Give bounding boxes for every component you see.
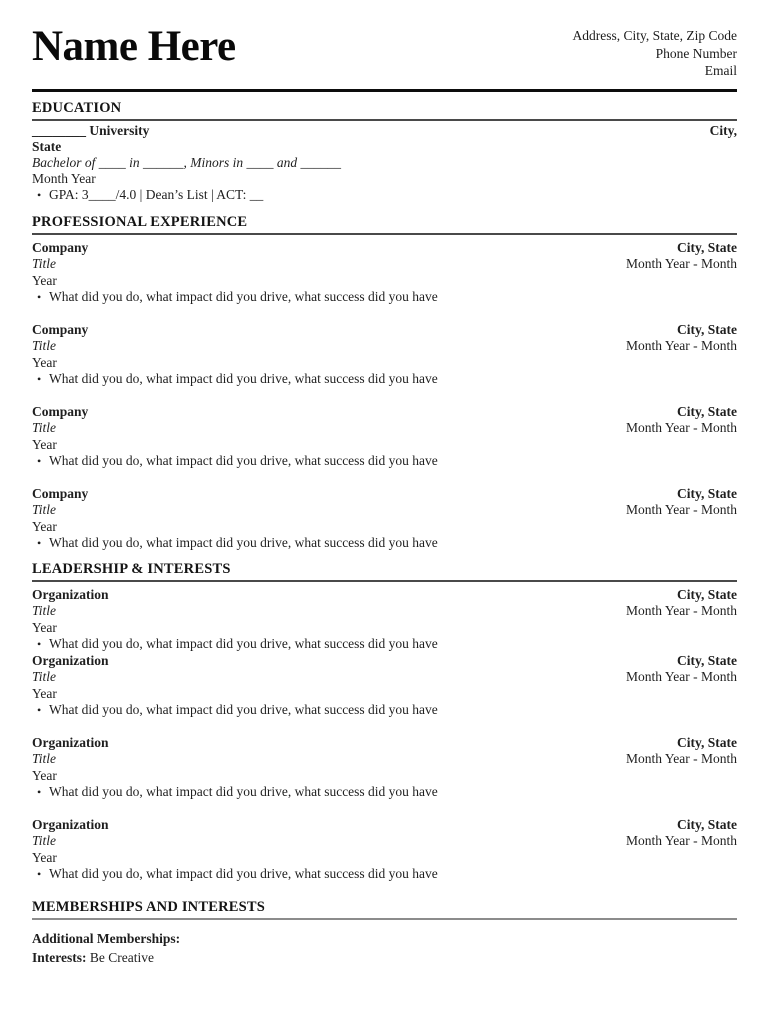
entry-bullet-line xyxy=(32,289,737,306)
entry-title: Title xyxy=(32,751,57,766)
section-experience xyxy=(32,214,737,552)
entry-bullet-line xyxy=(32,636,737,653)
additional-memberships-label: Additional Memberships: xyxy=(32,930,181,946)
entry-bullet-line xyxy=(32,702,737,719)
entry-org: Organization xyxy=(32,816,109,832)
education-bullet-text: GPA: 3____/4.0 | Dean’s List | ACT: __ xyxy=(49,186,264,202)
leadership-heading: LEADERSHIP & INTERESTS xyxy=(32,561,737,582)
leadership-entry-1 xyxy=(32,587,737,653)
entry-title-row xyxy=(32,751,737,768)
entry-org-row xyxy=(32,817,737,834)
contact-email: Email xyxy=(704,63,737,78)
leadership-entry-2 xyxy=(32,653,737,719)
bullet-icon: • xyxy=(37,703,42,717)
entry-location: City, State xyxy=(677,734,737,750)
entry-org-row xyxy=(32,486,737,503)
entry-org: Organization xyxy=(32,652,109,668)
education-heading: EDUCATION xyxy=(32,100,737,121)
entry-title: Title xyxy=(32,420,57,435)
entry-org-row xyxy=(32,653,737,670)
entry-date: Month Year - Month xyxy=(625,338,737,353)
entry-location: City, State xyxy=(677,403,737,419)
entry-location: City, State xyxy=(677,485,737,501)
education-date: Month Year xyxy=(32,170,96,186)
entry-date-wrap: Year xyxy=(32,518,57,534)
entry-bullet-text: What did you do, what impact did you drive, what success did you have xyxy=(49,453,438,468)
entry-location: City, State xyxy=(677,816,737,832)
entry-title: Title xyxy=(32,502,57,517)
entry-org-row xyxy=(32,735,737,752)
entry-bullet-line xyxy=(32,866,737,883)
memberships-body xyxy=(32,930,737,966)
experience-entry-4 xyxy=(32,486,737,552)
bullet-icon: • xyxy=(37,372,42,386)
entry-date-wrap: Year xyxy=(32,354,57,370)
entry-bullet-line xyxy=(32,535,737,552)
education-bullet-line xyxy=(32,187,737,203)
experience-entry-3 xyxy=(32,404,737,470)
entry-location: City, State xyxy=(677,652,737,668)
entry-date-wrap: Year xyxy=(32,272,57,288)
entry-date: Month Year - Month xyxy=(625,420,737,435)
interests-value: Be Creative xyxy=(86,949,154,965)
entry-date-wrap: Year xyxy=(32,685,57,701)
experience-entry-2 xyxy=(32,322,737,388)
entry-date: Month Year - Month xyxy=(625,256,737,271)
section-memberships xyxy=(32,899,737,966)
entry-bullet-text: What did you do, what impact did you drive, what success did you have xyxy=(49,371,438,386)
bullet-icon: • xyxy=(37,536,42,550)
entry-location: City, State xyxy=(677,586,737,602)
entry-title: Title xyxy=(32,833,57,848)
entry-title-row xyxy=(32,256,737,273)
entry-bullet-text: What did you do, what impact did you drive, what success did you have xyxy=(49,535,438,550)
education-school: ________ University xyxy=(32,122,150,138)
contact-block xyxy=(573,24,738,80)
entry-title-row xyxy=(32,420,737,437)
entry-bullet-text: What did you do, what impact did you drive, what success did you have xyxy=(49,702,438,717)
entry-location: City, State xyxy=(677,321,737,337)
entry-bullet-text: What did you do, what impact did you drive, what success did you have xyxy=(49,866,438,881)
education-location: City, xyxy=(709,122,737,138)
entry-bullet-line xyxy=(32,784,737,801)
memberships-heading: MEMBERSHIPS AND INTERESTS xyxy=(32,899,737,920)
entry-org: Company xyxy=(32,403,89,419)
entry-title: Title xyxy=(32,669,57,684)
page-title: Name Here xyxy=(32,23,236,70)
bullet-icon: • xyxy=(37,454,42,468)
entry-bullet-line xyxy=(32,453,737,470)
bullet-icon: • xyxy=(37,867,42,881)
entry-bullet-text: What did you do, what impact did you drive, what success did you have xyxy=(49,289,438,304)
entry-org: Organization xyxy=(32,734,109,750)
interests-label: Interests: xyxy=(32,949,87,965)
contact-address: Address, City, State, Zip Code xyxy=(572,28,737,43)
entry-org: Company xyxy=(32,321,89,337)
bullet-icon: • xyxy=(37,637,42,651)
entry-date-wrap: Year xyxy=(32,849,57,865)
education-location-wrap: State xyxy=(32,138,62,154)
entry-title-row xyxy=(32,833,737,850)
entry-bullet-line xyxy=(32,371,737,388)
entry-date: Month Year - Month xyxy=(625,833,737,848)
bullet-icon: • xyxy=(37,785,42,799)
entry-org: Company xyxy=(32,239,89,255)
header xyxy=(32,24,737,92)
education-entry xyxy=(32,123,737,203)
entry-location: City, State xyxy=(677,239,737,255)
entry-date: Month Year - Month xyxy=(625,751,737,766)
interests-line xyxy=(32,949,737,966)
entry-org-row xyxy=(32,322,737,339)
education-school-row xyxy=(32,123,737,139)
experience-heading: PROFESSIONAL EXPERIENCE xyxy=(32,214,737,235)
section-leadership xyxy=(32,561,737,883)
entry-title-row xyxy=(32,603,737,620)
entry-org: Organization xyxy=(32,586,109,602)
experience-entry-1 xyxy=(32,240,737,306)
bullet-icon: • xyxy=(37,187,42,202)
entry-title-row xyxy=(32,669,737,686)
leadership-entry-4 xyxy=(32,817,737,883)
entry-org-row xyxy=(32,240,737,257)
entry-date: Month Year - Month xyxy=(625,502,737,517)
entry-org-row xyxy=(32,404,737,421)
entry-org: Company xyxy=(32,485,89,501)
contact-phone: Phone Number xyxy=(655,45,737,61)
bullet-icon: • xyxy=(37,290,42,304)
entry-title-row xyxy=(32,338,737,355)
entry-title: Title xyxy=(32,256,57,271)
entry-title: Title xyxy=(32,338,57,353)
entry-date: Month Year - Month xyxy=(625,669,737,684)
education-degree: Bachelor of ____ in ______, Minors in ____ and ______ xyxy=(32,154,341,170)
section-education xyxy=(32,100,737,203)
entry-date: Month Year - Month xyxy=(625,603,737,618)
entry-bullet-text: What did you do, what impact did you drive, what success did you have xyxy=(49,784,438,799)
entry-org-row xyxy=(32,587,737,604)
entry-date-wrap: Year xyxy=(32,619,57,635)
entry-title: Title xyxy=(32,603,57,618)
entry-title-row xyxy=(32,502,737,519)
entry-date-wrap: Year xyxy=(32,767,57,783)
entry-bullet-text: What did you do, what impact did you drive, what success did you have xyxy=(49,636,438,651)
entry-date-wrap: Year xyxy=(32,436,57,452)
leadership-entry-3 xyxy=(32,735,737,801)
